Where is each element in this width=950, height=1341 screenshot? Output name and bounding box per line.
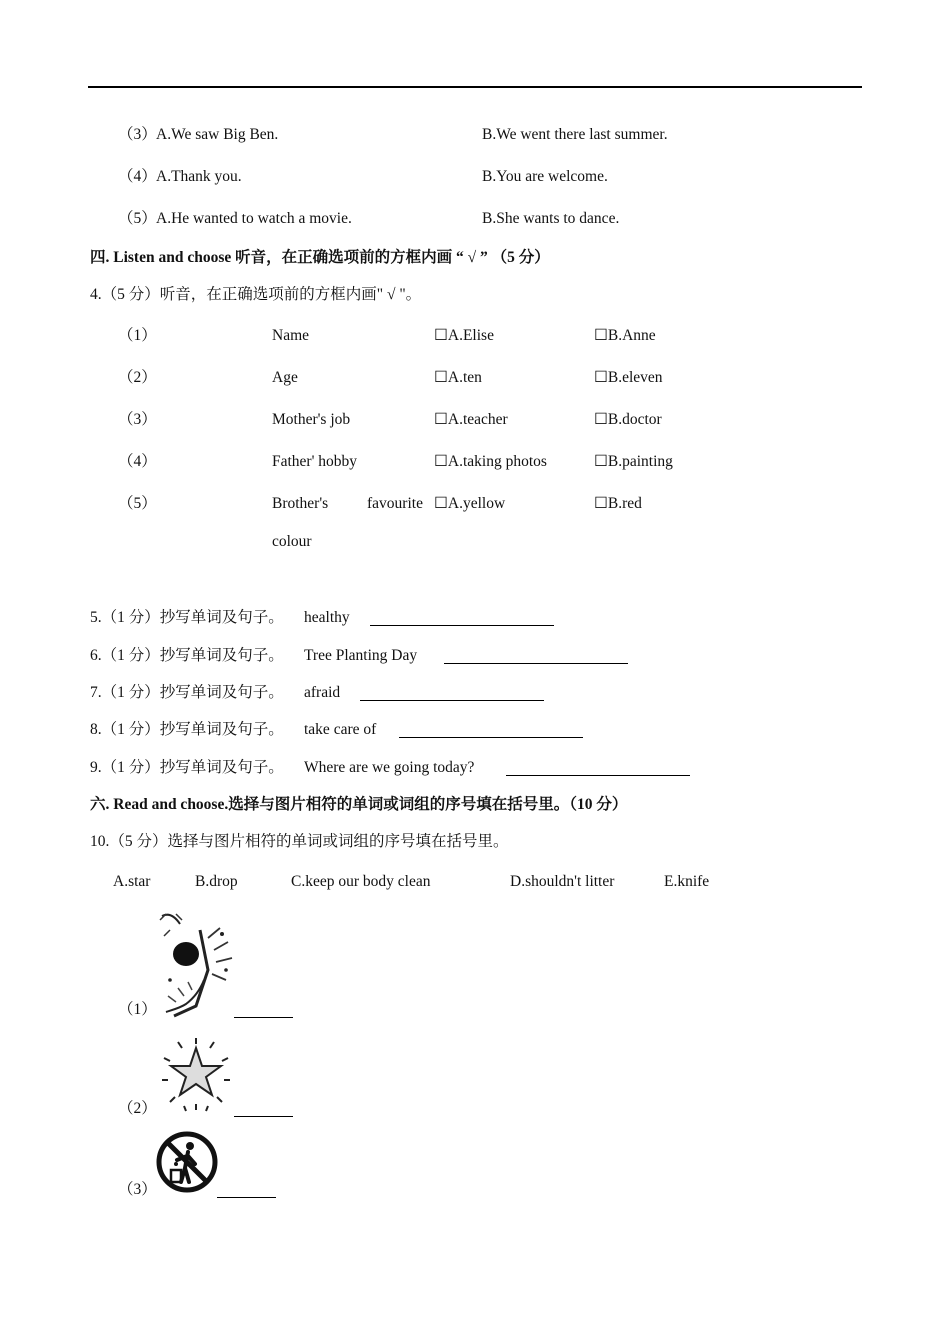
s4-row-4-num: （4） <box>118 453 157 470</box>
s4-row-5-item-part3: colour <box>272 533 312 550</box>
no-litter-icon <box>155 1130 219 1194</box>
q3-item-3-option-b: B.We went there last summer. <box>482 126 668 143</box>
copy-q7-text: afraid <box>304 684 341 701</box>
q3-item-4-num: （4） <box>118 168 157 185</box>
s4-row-5-option-a[interactable]: ☐A.yellow <box>434 495 506 512</box>
picture-item-3-answer-line[interactable] <box>217 1197 276 1198</box>
water-drop-icon <box>156 910 236 1018</box>
s4-row-4-item: Father' hobby <box>272 453 358 470</box>
s4-row-3-option-b[interactable]: ☐B.doctor <box>594 411 662 428</box>
q3-item-4-option-a: A.Thank you. <box>156 168 242 185</box>
s4-row-1-option-a[interactable]: ☐A.Elise <box>434 327 494 344</box>
section4-heading: 四. Listen and choose 听音，在正确选项前的方框内画 “ √ ” （5 分） <box>90 249 550 266</box>
s4-row-5-item-part2: favourite <box>367 495 423 512</box>
s4-row-3-num: （3） <box>118 411 157 428</box>
q3-item-5-num: （5） <box>118 210 157 227</box>
section6-heading: 六. Read and choose.选择与图片相符的单词或词组的序号填在括号里。（10 分） <box>90 796 628 813</box>
option-b-drop: B.drop <box>195 873 238 890</box>
copy-q9-text: Where are we going today? <box>304 759 475 776</box>
s4-row-5-option-b[interactable]: ☐B.red <box>594 495 642 512</box>
s4-row-1-option-b[interactable]: ☐B.Anne <box>594 327 656 344</box>
copy-q6-text: Tree Planting Day <box>304 647 418 664</box>
s4-row-3-option-a[interactable]: ☐A.teacher <box>434 411 508 428</box>
s4-row-5-item-part1: Brother's <box>272 495 329 512</box>
picture-item-1-answer-line[interactable] <box>234 1017 293 1018</box>
s4-row-3-item: Mother's job <box>272 411 351 428</box>
option-d-shouldnt-litter: D.shouldn't litter <box>510 873 615 890</box>
copy-q9-prefix: 9.（1 分）抄写单词及句子。 <box>90 759 284 776</box>
q3-item-5-option-a: A.He wanted to watch a movie. <box>156 210 352 227</box>
star-icon <box>156 1036 236 1112</box>
copy-q5-prefix: 5.（1 分）抄写单词及句子。 <box>90 609 284 626</box>
q3-item-3-num: （3） <box>118 126 157 143</box>
copy-q8-answer-line[interactable] <box>399 737 583 738</box>
copy-q7-answer-line[interactable] <box>360 700 544 701</box>
picture-item-1-num: （1） <box>118 1001 157 1018</box>
s4-row-2-option-a[interactable]: ☐A.ten <box>434 369 482 386</box>
copy-q6-prefix: 6.（1 分）抄写单词及句子。 <box>90 647 284 664</box>
s4-row-1-num: （1） <box>118 327 157 344</box>
copy-q5-answer-line[interactable] <box>370 625 554 626</box>
s4-row-2-num: （2） <box>118 369 157 386</box>
s4-row-2-item: Age <box>272 369 298 386</box>
copy-q6-answer-line[interactable] <box>444 663 628 664</box>
section4-question: 4.（5 分）听音，在正确选项前的方框内画" √ "。 <box>90 286 422 303</box>
option-e-knife: E.knife <box>664 873 710 890</box>
s4-row-1-item: Name <box>272 327 310 344</box>
option-c-keep-clean: C.keep our body clean <box>291 873 431 890</box>
copy-q9-answer-line[interactable] <box>506 775 690 776</box>
s4-row-2-option-b[interactable]: ☐B.eleven <box>594 369 663 386</box>
copy-q8-prefix: 8.（1 分）抄写单词及句子。 <box>90 721 284 738</box>
section6-question: 10.（5 分）选择与图片相符的单词或词组的序号填在括号里。 <box>90 833 509 850</box>
copy-q8-text: take care of <box>304 721 377 738</box>
copy-q5-text: healthy <box>304 609 350 626</box>
picture-item-2-answer-line[interactable] <box>234 1116 293 1117</box>
copy-q7-prefix: 7.（1 分）抄写单词及句子。 <box>90 684 284 701</box>
header-rule <box>88 86 862 88</box>
s4-row-4-option-a[interactable]: ☐A.taking photos <box>434 453 547 470</box>
option-a-star: A.star <box>113 873 151 890</box>
s4-row-5-num: （5） <box>118 495 157 512</box>
picture-item-3-num: （3） <box>118 1181 157 1198</box>
picture-item-2-num: （2） <box>118 1100 157 1117</box>
q3-item-4-option-b: B.You are welcome. <box>482 168 608 185</box>
q3-item-5-option-b: B.She wants to dance. <box>482 210 620 227</box>
q3-item-3-option-a: A.We saw Big Ben. <box>156 126 279 143</box>
s4-row-4-option-b[interactable]: ☐B.painting <box>594 453 673 470</box>
